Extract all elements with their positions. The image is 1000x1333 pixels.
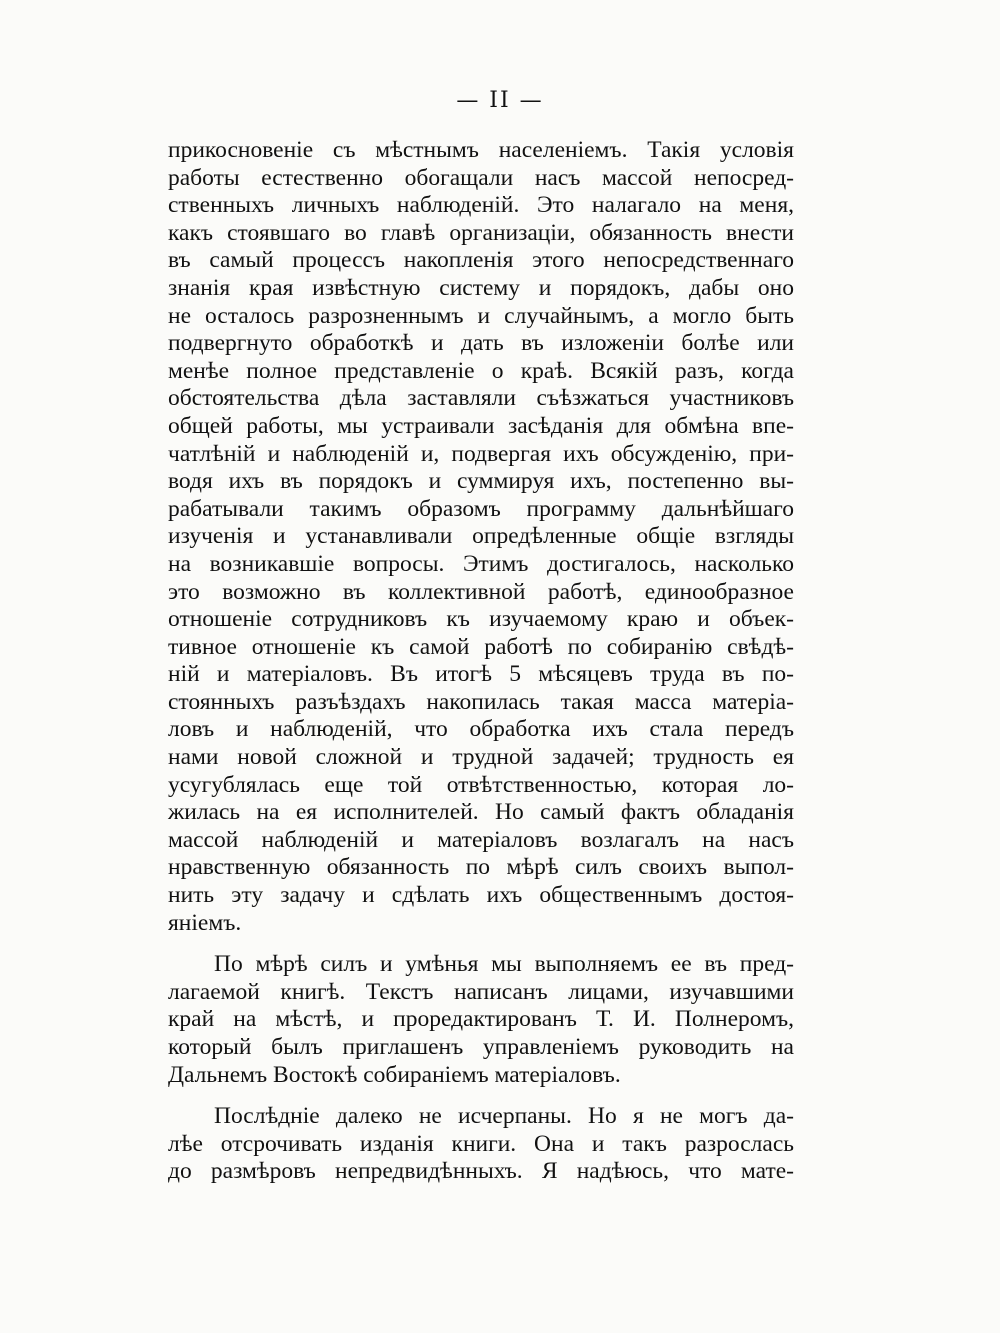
text-line: какъ стоявшаго во главѣ организаціи, обязанность внести <box>168 219 794 246</box>
text-line: нами новой сложной и трудной задачей; трудность ея <box>168 744 794 771</box>
text-line: водя ихъ въ порядокъ и суммируя ихъ, постепенно вы- <box>168 468 794 495</box>
text-line: По мѣрѣ силъ и умѣнья мы выполняемъ ее въ пред- <box>214 951 794 978</box>
text-line: массой наблюденій и матеріаловъ возлагалъ на насъ <box>168 826 794 853</box>
text-line: не осталось разрозненнымъ и случайнымъ, а могло быть <box>168 302 794 329</box>
text-line: ній и матеріаловъ. Въ итогѣ 5 мѣсяцевъ труда въ по- <box>168 661 794 688</box>
text-line: подвергнуто обработкѣ и дать въ изложеніи болѣе или <box>168 330 794 357</box>
text-line: лагаемой книгѣ. Текстъ написанъ лицами, изучавшими <box>168 978 794 1005</box>
text-line: чатлѣній и наблюденій и, подвергая ихъ обсужденію, при- <box>168 440 794 467</box>
text-line: общей работы, мы устраивали засѣданія для обмѣна впе- <box>168 412 794 439</box>
paragraph <box>168 951 794 1089</box>
text-line: прикосновеніе съ мѣстнымъ населеніемъ. Такія условія <box>168 137 794 163</box>
page-number: — II — <box>456 88 544 113</box>
text-line: знанія края извѣстную систему и порядокъ, дабы оно <box>168 274 794 301</box>
text-line: яніемъ. <box>168 909 242 936</box>
text-line: усугублялась еще той отвѣтственностью, которая ло- <box>168 771 794 798</box>
paragraph <box>168 1103 794 1186</box>
paragraph <box>168 137 794 937</box>
text-line: край на мѣстѣ, и проредактированъ Т. И. Полнеромъ, <box>168 1006 794 1033</box>
text-line: изученія и устанавливали опредѣленные общіе взгляды <box>168 523 794 550</box>
text-line: нить эту задачу и сдѣлать ихъ общественнымъ достоя- <box>168 882 794 909</box>
body-text <box>168 137 794 1186</box>
text-line: стоянныхъ разъѣздахъ накопилась такая масса матеріа- <box>168 688 794 715</box>
text-line: отношеніе сотрудниковъ къ изучаемому краю и объек- <box>168 606 794 633</box>
text-line: Послѣдніе далеко не исчерпаны. Но я не могъ да- <box>214 1103 794 1130</box>
text-line: обстоятельства дѣла заставляли съѣзжаться участниковъ <box>168 385 794 412</box>
text-line: до размѣровъ непредвидѣнныхъ. Я надѣюсь, что мате- <box>168 1158 794 1185</box>
text-line: менѣе полное представленіе о краѣ. Всякій разъ, когда <box>168 357 794 384</box>
text-line: нравственную обязанность по мѣрѣ силъ своихъ выпол- <box>168 854 794 881</box>
text-line: работы естественно обогащали насъ массой непосред- <box>168 164 794 191</box>
text-line: лѣе отсрочивать изданія книги. Она и такъ разрослась <box>168 1130 794 1157</box>
text-line: ловъ и наблюденій, что обработка ихъ стала передъ <box>168 716 794 743</box>
text-line: Дальнемъ Востокѣ собираніемъ матеріаловъ. <box>168 1061 621 1088</box>
text-line: ственныхъ личныхъ наблюденій. Это налагало на меня, <box>168 192 794 219</box>
text-line: рабатывали такимъ образомъ программу дальнѣйшаго <box>168 495 794 522</box>
text-line: тивное отношеніе къ самой работѣ по собиранію свѣдѣ- <box>168 633 794 660</box>
text-line: жилась на ея исполнителей. Но самый фактъ обладанія <box>168 799 794 826</box>
text-line: который былъ приглашенъ управленіемъ руководить на <box>168 1034 794 1060</box>
text-line: это возможно въ коллективной работѣ, единообразное <box>168 578 794 605</box>
text-line: въ самый процессъ накопленія этого непосредственнаго <box>168 247 794 274</box>
text-line: на возникавшіе вопросы. Этимъ достигалось, насколько <box>168 550 794 577</box>
